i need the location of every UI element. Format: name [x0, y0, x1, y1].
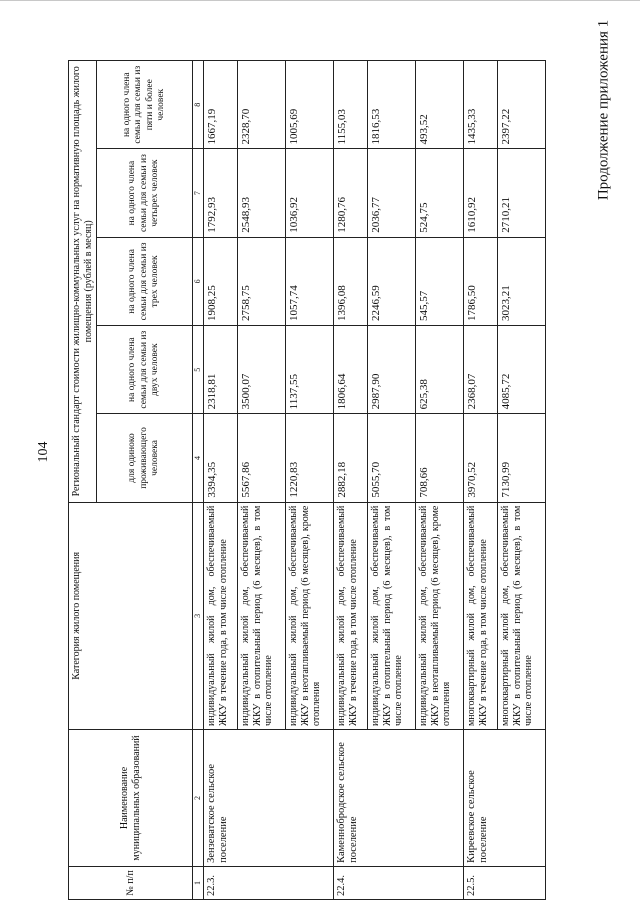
- municipality-name: Киреевское сельское поселение: [464, 730, 546, 867]
- cost-value: 1786,50: [464, 237, 498, 325]
- table-row: [464, 61, 498, 900]
- cost-value: 1137,55: [286, 326, 334, 414]
- cost-value: 2987,90: [368, 326, 416, 414]
- housing-category: индивидуальный жилой дом, обеспечиваемый ЖКУ в течение года, в том числе отопление: [334, 502, 368, 729]
- column-number: 1: [193, 866, 204, 899]
- cost-value: 2368,07: [464, 326, 498, 414]
- rotated-table-wrapper: [68, 60, 588, 900]
- cost-value: 3394,35: [204, 414, 238, 502]
- housing-category: индивидуальный жилой дом, обеспечиваемый ЖКУ в неотапливаемый период (6 месяцев), кроме отопления: [286, 502, 334, 729]
- cost-value: 1435,33: [464, 61, 498, 149]
- cost-value: 5567,86: [238, 414, 286, 502]
- cost-value: 3500,07: [238, 326, 286, 414]
- cost-value: 1036,92: [286, 149, 334, 237]
- column-number: 2: [193, 730, 204, 867]
- column-number: 8: [193, 61, 204, 149]
- cost-value: 1155,03: [334, 61, 368, 149]
- appendix-label: Продолжение приложения 1: [595, 19, 612, 201]
- cost-value: 2318,81: [204, 326, 238, 414]
- cost-value: 3023,21: [498, 237, 546, 325]
- cost-value: 1806,64: [334, 326, 368, 414]
- table-row: [334, 61, 368, 900]
- table-header-row: [69, 61, 97, 900]
- column-number: 6: [193, 237, 204, 325]
- subheader-family-2: на одного члена семьи для семьи из двух человек: [97, 326, 193, 414]
- housing-category: индивидуальный жилой дом, обеспечиваемый ЖКУ в отопительный период (6 месяцев), в том числе отопление: [368, 502, 416, 729]
- column-number-row: [193, 61, 204, 900]
- table-row: [204, 61, 238, 900]
- cost-value: 708,66: [416, 414, 464, 502]
- page-number: 104: [36, 441, 51, 463]
- cost-value: 2246,59: [368, 237, 416, 325]
- row-index: 22.3.: [204, 866, 334, 899]
- cost-value: 2710,21: [498, 149, 546, 237]
- housing-category: индивидуальный жилой дом, обеспечиваемый ЖКУ в отопительный период (6 месяцев), в том числе отопление: [238, 502, 286, 729]
- cost-value: 2397,22: [498, 61, 546, 149]
- housing-category: многоквартирный жилой дом, обеспечиваемый ЖКУ в течение года, в том числе отопление: [464, 502, 498, 729]
- cost-value: 7130,99: [498, 414, 546, 502]
- cost-value: 1396,08: [334, 237, 368, 325]
- subheader-single: для одиноко проживающего человека: [97, 414, 193, 502]
- housing-category: индивидуальный жилой дом, обеспечиваемый ЖКУ в неотапливаемый период (6 месяцев), кроме отопления: [416, 502, 464, 729]
- cost-value: 2036,77: [368, 149, 416, 237]
- cost-value: 2548,93: [238, 149, 286, 237]
- cost-value: 1816,53: [368, 61, 416, 149]
- cost-value: 1667,19: [204, 61, 238, 149]
- municipality-name: Каменнобродское сельское поселение: [334, 730, 464, 867]
- housing-cost-table: [68, 60, 546, 900]
- column-number: 4: [193, 414, 204, 502]
- cost-value: 545,57: [416, 237, 464, 325]
- municipality-name: Зензеватское сельское поселение: [204, 730, 334, 867]
- subheader-family-5: на одного члена семьи для семьи из пяти и более человек: [97, 61, 193, 149]
- subheader-family-3: на одного члена семьи для семьи из трех человек: [97, 237, 193, 325]
- subheader-family-4: на одного члена семьи для семьи из четырех человек: [97, 149, 193, 237]
- header-municipality: Наименование муниципальных образований: [69, 730, 193, 867]
- cost-value: 1057,74: [286, 237, 334, 325]
- header-category: Категория жилого помещения: [69, 502, 193, 729]
- cost-value: 1908,25: [204, 237, 238, 325]
- cost-value: 2882,18: [334, 414, 368, 502]
- cost-value: 493,52: [416, 61, 464, 149]
- cost-value: 2758,75: [238, 237, 286, 325]
- cost-value: 4085,72: [498, 326, 546, 414]
- cost-value: 1792,93: [204, 149, 238, 237]
- cost-value: 5055,70: [368, 414, 416, 502]
- header-number: № п/п: [69, 866, 193, 899]
- housing-category: многоквартирный жилой дом, обеспечиваемый ЖКУ в отопительный период (6 месяцев), в том числе отопление: [498, 502, 546, 729]
- row-index: 22.5.: [464, 866, 546, 899]
- column-number: 3: [193, 502, 204, 729]
- top-border-line: [0, 0, 640, 5]
- column-number: 5: [193, 326, 204, 414]
- cost-value: 524,75: [416, 149, 464, 237]
- column-number: 7: [193, 149, 204, 237]
- header-standard: Региональный стандарт стоимости жилищно-коммунальных услуг на нормативную площадь жилого помещения (рублей в месяц): [69, 61, 97, 503]
- cost-value: 1610,92: [464, 149, 498, 237]
- cost-value: 3970,52: [464, 414, 498, 502]
- housing-category: индивидуальный жилой дом, обеспечиваемый ЖКУ в течение года, в том числе отопление: [204, 502, 238, 729]
- cost-value: 625,38: [416, 326, 464, 414]
- cost-value: 1220,83: [286, 414, 334, 502]
- cost-value: 2328,70: [238, 61, 286, 149]
- row-index: 22.4.: [334, 866, 464, 899]
- cost-value: 1005,69: [286, 61, 334, 149]
- cost-value: 1280,76: [334, 149, 368, 237]
